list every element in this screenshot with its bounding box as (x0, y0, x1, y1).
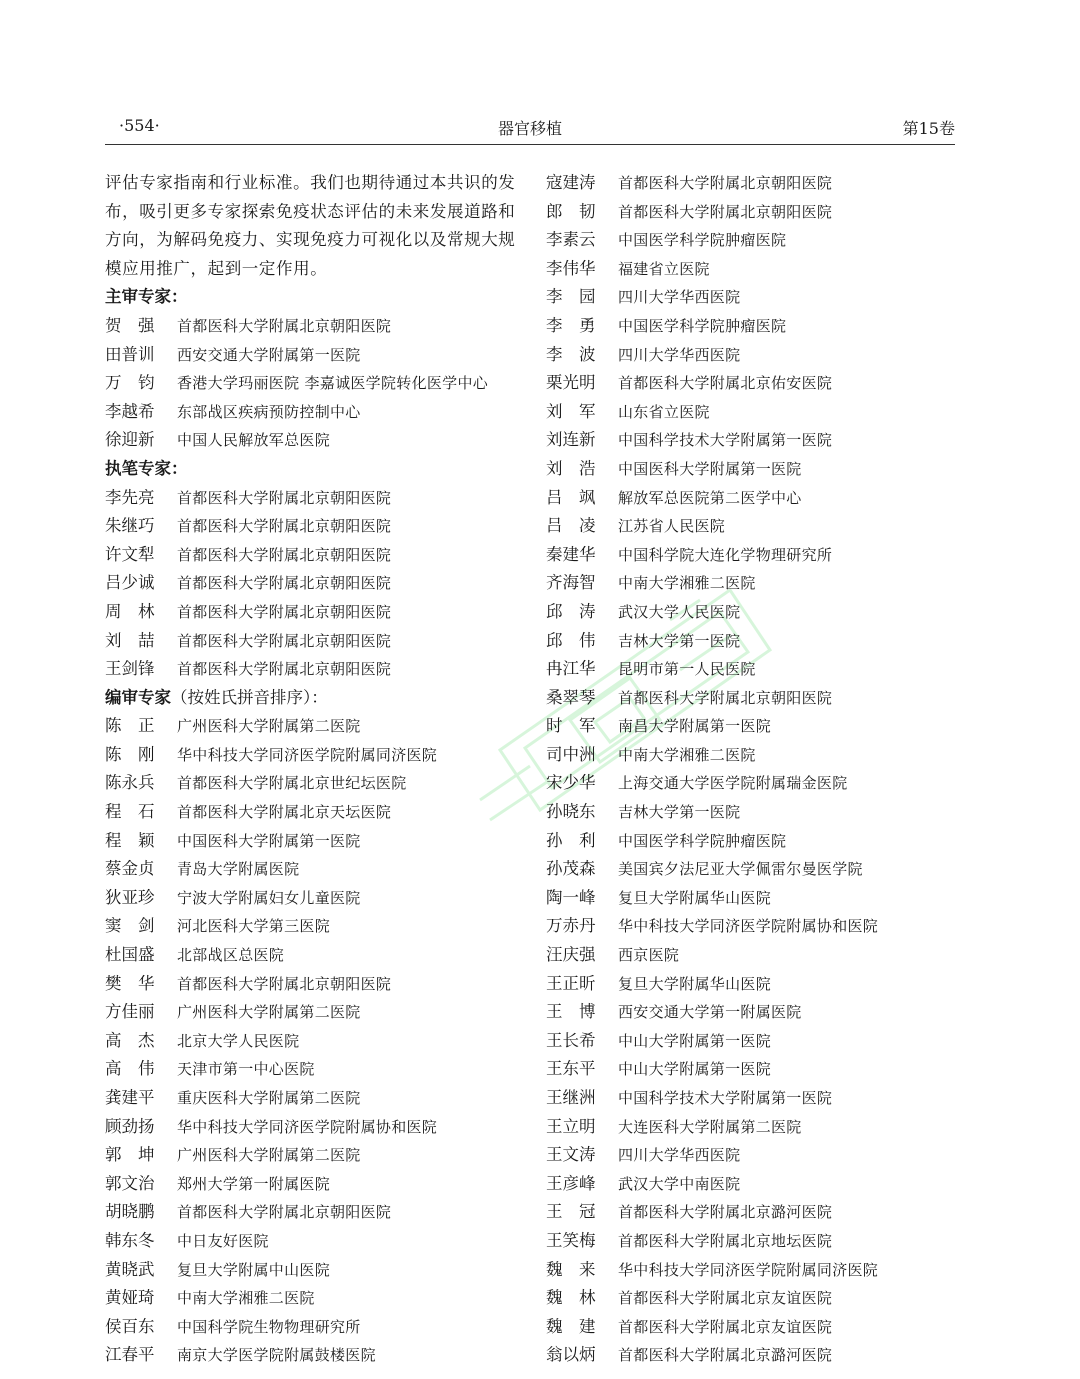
page-header (105, 112, 955, 140)
expert-name: 宋少华 (546, 773, 596, 793)
expert-row (546, 569, 966, 598)
expert-affiliation: 中山大学附属第一医院 (618, 1031, 772, 1050)
expert-name: 王立明 (546, 1116, 596, 1136)
expert-name: 顾劲扬 (105, 1116, 155, 1136)
intro-text: 评估专家指南和行业标准。我们也期待通过本共识的发布，吸引更多专家探索免疫状态评估的未来发展道路和方向，为解码免疫力、实现免疫力可视化以及常规大规模应用推广，起到一定作用。 (105, 173, 516, 278)
expert-affiliation: 西安交通大学附属第一医院 (177, 345, 361, 364)
expert-row (105, 1084, 525, 1113)
expert-row (105, 1170, 525, 1199)
expert-row (105, 484, 525, 513)
expert-affiliation: 首都医科大学附属北京友谊医院 (618, 1289, 833, 1308)
writing-heading-label: 执笔专家： (105, 458, 188, 478)
expert-affiliation: 南昌大学附属第一医院 (618, 717, 772, 736)
expert-row (105, 884, 525, 913)
expert-name: 龚建平 (105, 1088, 155, 1107)
expert-name: 郭 坤 (105, 1145, 155, 1165)
expert-row (546, 541, 966, 570)
expert-row (105, 341, 525, 370)
expert-affiliation: 首都医科大学附属北京朝阳医院 (177, 545, 392, 564)
expert-affiliation: 首都医科大学附属北京朝阳医院 (177, 517, 392, 536)
expert-affiliation: 首都医科大学附属北京世纪坛医院 (177, 774, 407, 793)
expert-name: 王剑锋 (105, 659, 155, 679)
expert-name: 王文涛 (546, 1145, 596, 1165)
expert-row (546, 741, 966, 770)
expert-name: 刘 军 (546, 401, 596, 421)
expert-affiliation: 首都医科大学附属北京朝阳医院 (177, 574, 392, 593)
expert-row (546, 512, 966, 541)
expert-row (546, 884, 966, 913)
expert-row (105, 855, 525, 884)
expert-name: 王 博 (546, 1002, 596, 1022)
expert-affiliation: 首都医科大学附属北京朝阳医院 (177, 1203, 392, 1222)
expert-row (105, 1256, 525, 1285)
expert-name: 陈 正 (105, 716, 155, 736)
expert-affiliation: 首都医科大学附属北京朝阳医院 (177, 602, 392, 621)
expert-row (546, 855, 966, 884)
expert-row (546, 255, 966, 284)
expert-affiliation: 复旦大学附属华山医院 (618, 974, 772, 993)
expert-affiliation: 中国科学技术大学附属第一医院 (618, 431, 833, 450)
expert-affiliation: 四川大学华西医院 (618, 345, 741, 364)
expert-row (105, 1198, 525, 1227)
expert-row (546, 970, 966, 999)
expert-affiliation: 美国宾夕法尼亚大学佩雷尔曼医学院 (618, 860, 863, 879)
expert-row (105, 1027, 525, 1056)
expert-name: 陶一峰 (546, 887, 596, 907)
expert-name: 刘连新 (546, 430, 596, 450)
editing-experts-list-left (105, 712, 525, 1370)
expert-row (546, 226, 966, 255)
expert-affiliation: 西安交通大学第一附属医院 (618, 1003, 802, 1022)
expert-name: 黄娅琦 (105, 1288, 155, 1308)
expert-row (105, 312, 525, 341)
expert-name: 韩东冬 (105, 1230, 155, 1250)
expert-name: 陈 刚 (105, 744, 155, 764)
expert-row (105, 369, 525, 398)
expert-name: 侯百东 (105, 1316, 155, 1336)
expert-row (546, 198, 966, 227)
expert-row (105, 1113, 525, 1142)
expert-name: 刘 喆 (105, 630, 155, 650)
expert-name: 王东平 (546, 1059, 596, 1079)
editing-experts-heading (105, 684, 525, 713)
expert-row (546, 1084, 966, 1113)
expert-affiliation: 中国医学科学院肿瘤医院 (618, 831, 787, 850)
expert-affiliation: 中山大学附属第一医院 (618, 1060, 772, 1079)
expert-name: 王笑梅 (546, 1230, 596, 1250)
expert-affiliation: 复旦大学附属华山医院 (618, 888, 772, 907)
expert-name: 齐海智 (546, 573, 596, 593)
expert-name: 李越希 (105, 401, 155, 421)
expert-row (546, 169, 966, 198)
expert-row (105, 1055, 525, 1084)
expert-name: 程 石 (105, 802, 155, 822)
expert-row (105, 598, 525, 627)
editing-experts-list-right (546, 169, 966, 1370)
expert-row (105, 912, 525, 941)
expert-affiliation: 吉林大学第一医院 (618, 631, 741, 650)
expert-row (105, 541, 525, 570)
expert-row (546, 398, 966, 427)
expert-affiliation: 华中科技大学同济医学院附属同济医院 (618, 1260, 879, 1279)
expert-name: 蔡金贞 (105, 859, 155, 879)
expert-row (546, 312, 966, 341)
expert-name: 徐迎新 (105, 430, 155, 450)
expert-row (546, 1256, 966, 1285)
expert-name: 栗光明 (546, 373, 596, 393)
expert-name: 秦建华 (546, 544, 596, 564)
header-rule (105, 144, 955, 145)
expert-affiliation: 宁波大学附属妇女儿童医院 (177, 888, 361, 907)
expert-name: 李 勇 (546, 315, 596, 335)
chief-experts-heading (105, 283, 525, 312)
expert-affiliation: 昆明市第一人民医院 (618, 660, 756, 679)
expert-affiliation: 解放军总医院第二医学中心 (618, 488, 802, 507)
expert-row (546, 1055, 966, 1084)
expert-affiliation: 武汉大学中南医院 (618, 1174, 741, 1193)
expert-row (546, 484, 966, 513)
expert-affiliation: 四川大学华西医院 (618, 288, 741, 307)
expert-affiliation: 首都医科大学附属北京朝阳医院 (177, 974, 392, 993)
expert-row (105, 1313, 525, 1342)
expert-row (105, 1341, 525, 1370)
writing-experts-heading (105, 455, 525, 484)
expert-row (105, 769, 525, 798)
expert-row (546, 827, 966, 856)
expert-name: 魏 来 (546, 1259, 596, 1279)
expert-affiliation: 天津市第一中心医院 (177, 1060, 315, 1079)
expert-name: 黄晓武 (105, 1259, 155, 1279)
expert-row (546, 1170, 966, 1199)
expert-name: 刘 浩 (546, 458, 596, 478)
expert-affiliation: 首都医科大学附属北京佑安医院 (618, 374, 833, 393)
expert-affiliation: 复旦大学附属中山医院 (177, 1260, 331, 1279)
expert-name: 李素云 (546, 230, 596, 250)
expert-row (105, 827, 525, 856)
expert-name: 司中洲 (546, 744, 596, 764)
writing-experts-list (105, 484, 525, 684)
expert-name: 吕少诚 (105, 573, 155, 593)
expert-affiliation: 首都医科大学附属北京友谊医院 (618, 1317, 833, 1336)
expert-row (546, 941, 966, 970)
expert-name: 孙 利 (546, 830, 596, 850)
expert-name: 邱 涛 (546, 601, 596, 621)
chief-experts-list (105, 312, 525, 455)
expert-row (105, 970, 525, 999)
expert-affiliation: 重庆医科大学附属第二医院 (177, 1089, 361, 1107)
expert-name: 冉江华 (546, 659, 596, 679)
expert-row (546, 998, 966, 1027)
expert-name: 魏 建 (546, 1316, 596, 1336)
expert-affiliation: 山东省立医院 (618, 402, 710, 421)
expert-row (546, 283, 966, 312)
editing-heading-note: （按姓氏拼音排序）： (171, 687, 328, 707)
expert-affiliation: 首都医科大学附属北京朝阳医院 (177, 316, 392, 335)
expert-affiliation: 大连医科大学附属第二医院 (618, 1117, 802, 1136)
expert-affiliation: 河北医科大学第三医院 (177, 917, 331, 936)
expert-name: 魏 林 (546, 1288, 596, 1308)
expert-name: 孙晓东 (546, 802, 596, 822)
expert-affiliation: 香港大学玛丽医院 李嘉诚医学院转化医学中心 (177, 374, 489, 393)
expert-affiliation: 首都医科大学附属北京朝阳医院 (177, 631, 392, 650)
expert-row (546, 598, 966, 627)
expert-name: 寇建涛 (546, 173, 596, 192)
expert-affiliation: 福建省立医院 (618, 259, 710, 278)
expert-name: 汪庆强 (546, 945, 596, 965)
expert-name: 吕 飒 (546, 487, 596, 507)
expert-row (546, 684, 966, 713)
expert-row (546, 912, 966, 941)
expert-affiliation: 北京大学人民医院 (177, 1031, 300, 1050)
expert-affiliation: 首都医科大学附属北京朝阳医院 (618, 688, 833, 707)
expert-name: 高 伟 (105, 1059, 155, 1079)
expert-affiliation: 东部战区疾病预防控制中心 (177, 402, 361, 421)
chief-heading-label: 主审专家： (105, 287, 188, 307)
expert-affiliation: 首都医科大学附属北京潞河医院 (618, 1346, 833, 1365)
expert-row (546, 655, 966, 684)
expert-name: 贺 强 (105, 315, 155, 335)
expert-name: 陈永兵 (105, 773, 155, 793)
expert-affiliation: 中国医科大学附属第一医院 (618, 459, 802, 478)
expert-affiliation: 华中科技大学同济医学院附属协和医院 (618, 917, 879, 936)
expert-row (105, 655, 525, 684)
expert-affiliation: 四川大学华西医院 (618, 1146, 741, 1165)
expert-affiliation: 首都医科大学附属北京朝阳医院 (177, 488, 392, 507)
expert-affiliation: 中国医学科学院肿瘤医院 (618, 231, 787, 250)
expert-affiliation: 中南大学湘雅二医院 (618, 574, 756, 593)
expert-row (546, 1198, 966, 1227)
expert-row (546, 1284, 966, 1313)
expert-name: 王继洲 (546, 1088, 596, 1107)
expert-row (105, 512, 525, 541)
expert-affiliation: 上海交通大学医学院附属瑞金医院 (618, 774, 848, 793)
expert-name: 郭文治 (105, 1173, 155, 1193)
expert-row (105, 712, 525, 741)
expert-affiliation: 中国医学科学院肿瘤医院 (618, 316, 787, 335)
expert-name: 周 林 (105, 601, 155, 621)
left-column (105, 169, 525, 1370)
expert-row (546, 1313, 966, 1342)
expert-name: 窦 剑 (105, 916, 155, 936)
expert-affiliation: 中国科学技术大学附属第一医院 (618, 1089, 833, 1107)
expert-affiliation: 南京大学医学院附属鼓楼医院 (177, 1346, 376, 1365)
expert-row (546, 1341, 966, 1370)
expert-row (546, 341, 966, 370)
expert-name: 朱继巧 (105, 516, 155, 536)
expert-affiliation: 首都医科大学附属北京朝阳医院 (618, 174, 833, 192)
expert-name: 邱 伟 (546, 630, 596, 650)
expert-affiliation: 中国科学院生物物理研究所 (177, 1317, 361, 1336)
expert-affiliation: 首都医科大学附属北京朝阳医院 (618, 202, 833, 221)
volume-label: 第15卷 (902, 119, 955, 138)
expert-row (546, 1227, 966, 1256)
expert-row (105, 1284, 525, 1313)
editing-heading-label: 编审专家 (105, 687, 171, 707)
expert-row (105, 998, 525, 1027)
expert-name: 程 颖 (105, 830, 155, 850)
expert-affiliation: 华中科技大学同济医学院附属协和医院 (177, 1117, 438, 1136)
expert-affiliation: 中国人民解放军总医院 (177, 431, 331, 450)
expert-affiliation: 中日友好医院 (177, 1231, 269, 1250)
page-number: ·554· (119, 116, 160, 135)
expert-name: 李伟华 (546, 258, 596, 278)
expert-name: 翁以炳 (546, 1345, 596, 1365)
expert-name: 高 杰 (105, 1030, 155, 1050)
expert-name: 王彦峰 (546, 1173, 596, 1193)
expert-affiliation: 中国科学院大连化学物理研究所 (618, 545, 833, 564)
expert-row (546, 769, 966, 798)
expert-name: 江春平 (105, 1345, 155, 1365)
intro-paragraph (105, 169, 525, 283)
expert-row (546, 712, 966, 741)
expert-row (105, 941, 525, 970)
expert-name: 郎 韧 (546, 201, 596, 221)
expert-row (105, 741, 525, 770)
expert-row (546, 1113, 966, 1142)
expert-row (105, 426, 525, 455)
expert-name: 桑翠琴 (546, 687, 596, 707)
expert-row (546, 426, 966, 455)
expert-name: 李 园 (546, 287, 596, 307)
expert-row (546, 627, 966, 656)
expert-name: 许文犁 (105, 544, 155, 564)
expert-affiliation: 吉林大学第一医院 (618, 803, 741, 822)
expert-name: 田普训 (105, 344, 155, 364)
expert-name: 狄亚珍 (105, 887, 155, 907)
expert-name: 吕 凌 (546, 516, 596, 536)
expert-row (105, 569, 525, 598)
expert-name: 王正昕 (546, 973, 596, 993)
expert-row (105, 627, 525, 656)
expert-row (105, 1227, 525, 1256)
expert-name: 孙茂森 (546, 859, 596, 879)
expert-affiliation: 武汉大学人民医院 (618, 602, 741, 621)
expert-affiliation: 西京医院 (618, 946, 680, 965)
expert-row (546, 1027, 966, 1056)
expert-affiliation: 青岛大学附属医院 (177, 860, 300, 879)
expert-name: 时 军 (546, 716, 596, 736)
journal-title: 器官移植 (497, 119, 562, 138)
expert-row (546, 798, 966, 827)
expert-row (105, 1141, 525, 1170)
expert-name: 胡晓鹏 (105, 1202, 155, 1222)
expert-name: 万赤丹 (546, 916, 596, 936)
expert-affiliation: 北部战区总医院 (177, 946, 285, 965)
expert-row (546, 455, 966, 484)
expert-affiliation: 中南大学湘雅二医院 (618, 745, 756, 764)
expert-affiliation: 首都医科大学附属北京朝阳医院 (177, 660, 392, 679)
expert-affiliation: 中国医科大学附属第一医院 (177, 831, 361, 850)
expert-name: 杜国盛 (105, 945, 155, 965)
expert-name: 李 波 (546, 344, 596, 364)
expert-row (105, 398, 525, 427)
expert-row (105, 798, 525, 827)
right-column (546, 169, 966, 1370)
expert-row (546, 369, 966, 398)
expert-affiliation: 广州医科大学附属第二医院 (177, 1146, 361, 1165)
expert-affiliation: 广州医科大学附属第二医院 (177, 717, 361, 736)
expert-affiliation: 华中科技大学同济医学院附属同济医院 (177, 745, 438, 764)
expert-affiliation: 首都医科大学附属北京天坛医院 (177, 803, 392, 822)
expert-affiliation: 江苏省人民医院 (618, 517, 726, 536)
expert-name: 王长希 (546, 1030, 596, 1050)
expert-affiliation: 首都医科大学附属北京地坛医院 (618, 1231, 833, 1250)
expert-name: 万 钧 (105, 373, 155, 393)
expert-affiliation: 广州医科大学附属第二医院 (177, 1003, 361, 1022)
expert-row (546, 1141, 966, 1170)
expert-name: 李先亮 (105, 487, 155, 507)
expert-name: 樊 华 (105, 973, 155, 993)
expert-name: 王 冠 (546, 1202, 596, 1222)
expert-affiliation: 首都医科大学附属北京潞河医院 (618, 1203, 833, 1222)
expert-affiliation: 中南大学湘雅二医院 (177, 1289, 315, 1308)
expert-affiliation: 郑州大学第一附属医院 (177, 1174, 331, 1193)
expert-name: 方佳丽 (105, 1002, 155, 1022)
